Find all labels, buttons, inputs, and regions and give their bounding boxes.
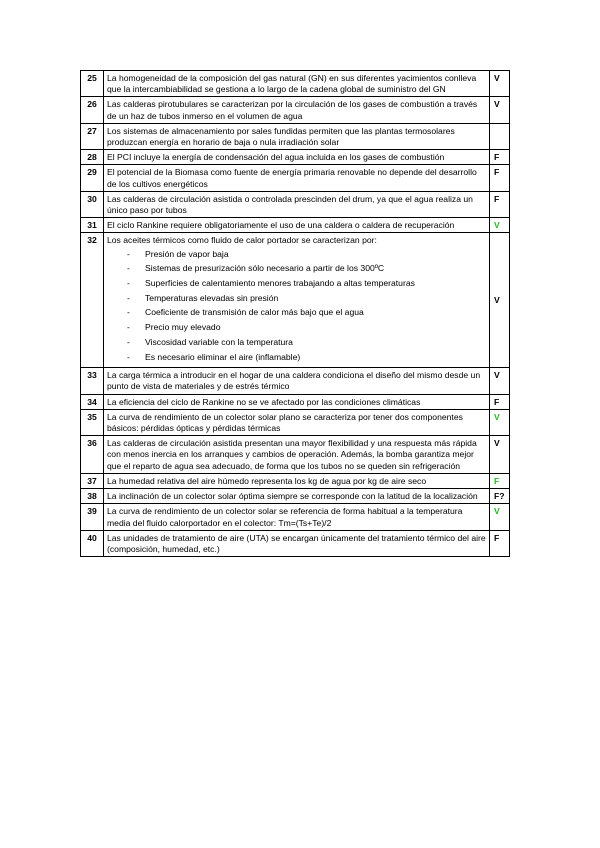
question-number: 29: [81, 165, 104, 191]
question-text: La carga térmica a introducir en el hogar de una caldera condiciona el diseño del mismo desde un punto de vista de materiales y de estrés térmico: [107, 370, 481, 392]
bullet-dash: -: [127, 263, 130, 274]
answer-cell: F: [490, 530, 510, 556]
question-text: La eficiencia del ciclo de Rankine no se ve afectado por las condiciones climáticas: [107, 396, 421, 407]
question-text-cell: [104, 473, 490, 488]
table-row: [81, 218, 510, 233]
answer-cell: F: [490, 191, 510, 217]
question-number: 27: [81, 123, 104, 149]
table-row: [81, 409, 510, 435]
question-text: El ciclo Rankine requiere obligatoriamente el uso de una caldera o caldera de recuperación: [107, 220, 455, 231]
table-row: [81, 165, 510, 191]
answer-cell: [490, 123, 510, 149]
table-row: [81, 473, 510, 488]
question-sublist: [107, 249, 486, 363]
question-text: El potencial de la Biomasa como fuente de energía primaria renovable no depende del desarrollo de los cultivos energéticos: [107, 167, 477, 189]
bullet-dash: -: [127, 307, 130, 318]
question-text-cell: [104, 218, 490, 233]
question-text-cell: [104, 233, 490, 368]
table-row: [81, 489, 510, 504]
question-text-cell: [104, 165, 490, 191]
question-number: 28: [81, 150, 104, 165]
question-text-cell: [104, 409, 490, 435]
list-item-text: Es necesario eliminar el aire (inflamable): [145, 351, 301, 362]
question-text: Los aceites térmicos como fluido de calor portador se caracterizan por:: [107, 235, 377, 246]
question-text: Las unidades de tratamiento de aire (UTA) se encargan únicamente del tratamiento térmico del aire (composición, humedad, etc.): [107, 532, 486, 554]
question-text-cell: [104, 489, 490, 504]
list-item: [127, 249, 486, 260]
question-text-cell: [104, 436, 490, 474]
questions-table: [80, 70, 510, 557]
question-text: La curva de rendimiento de un colector solar plano se caracteriza por tener dos componentes básicos: pérdidas ópticas y pérdidas térmicas: [107, 411, 463, 434]
question-number: 38: [81, 489, 104, 504]
bullet-dash: -: [127, 351, 130, 362]
answer-cell: F: [490, 165, 510, 191]
question-number: 33: [81, 368, 104, 394]
list-item-text: Superficies de calentamiento menores trabajando a altas temperaturas: [145, 278, 415, 289]
question-number: 31: [81, 218, 104, 233]
question-text-cell: [104, 97, 490, 123]
table-row: [81, 191, 510, 217]
question-text: Las calderas de circulación asistida presentan una mayor flexibilidad y una respuesta más rápida con menos inercia en los arranques y cambios de operación. Además, la bomba garantiza mejor que el reparto de agua sea adecuado, de forma que los tubos no se queden sin refrigeración: [107, 438, 477, 471]
table-row: [81, 71, 510, 97]
question-text-cell: [104, 71, 490, 97]
question-text: Las calderas pirotubulares se caracterizan por la circulación de los gases de combustión a través de un haz de tubos inmerso en el volumen de agua: [107, 99, 478, 121]
answer-cell: V: [490, 504, 510, 530]
question-number: 34: [81, 394, 104, 409]
question-number: 35: [81, 409, 104, 435]
list-item: [127, 263, 486, 274]
list-item: [127, 352, 486, 363]
question-text: Las calderas de circulación asistida o controlada prescinden del drum, ya que el agua realiza un único paso por tubos: [107, 193, 473, 216]
question-number: 30: [81, 191, 104, 217]
table-row: [81, 368, 510, 394]
bullet-dash: -: [127, 278, 130, 289]
question-number: 25: [81, 71, 104, 97]
answer-cell: V: [490, 409, 510, 435]
question-text-cell: [104, 504, 490, 530]
question-number: 39: [81, 504, 104, 530]
answer-cell: V: [490, 97, 510, 123]
question-text: La inclinación de un colector solar óptima siempre se corresponde con la latitud de la localización: [107, 491, 478, 502]
list-item: [127, 307, 486, 318]
answer-cell: V: [490, 233, 510, 368]
question-text: La homogeneidad de la composición del gas natural (GN) en sus diferentes yacimientos conlleva que la intercambiabilidad se gestiona a lo largo de la cadena global de suministro del GN: [107, 73, 477, 95]
questions-table-body: [81, 71, 510, 557]
question-number: 36: [81, 436, 104, 474]
question-text: Los sistemas de almacenamiento por sales fundidas permiten que las plantas termosolares produzcan energía en horario de baja o nula irradiación solar: [107, 125, 455, 148]
list-item-text: Presión de vapor baja: [145, 248, 229, 259]
answer-cell: F?: [490, 489, 510, 504]
answer-cell: V: [490, 368, 510, 394]
list-item: [127, 322, 486, 333]
bullet-dash: -: [127, 322, 130, 333]
bullet-dash: -: [127, 336, 130, 347]
list-item-text: Temperaturas elevadas sin presión: [145, 292, 279, 303]
list-item-text: Viscosidad variable con la temperatura: [145, 336, 293, 347]
answer-cell: V: [490, 71, 510, 97]
list-item: [127, 337, 486, 348]
question-text: La curva de rendimiento de un colector solar se referencia de forma habitual a la temperatura media del fluido calorportador en el colector: Tm=(Ts+Te)/2: [107, 506, 463, 528]
answer-cell: V: [490, 218, 510, 233]
question-number: 32: [81, 233, 104, 368]
table-row: [81, 504, 510, 530]
question-text-cell: [104, 150, 490, 165]
question-text-cell: [104, 394, 490, 409]
table-row: [81, 233, 510, 368]
question-text-cell: [104, 191, 490, 217]
question-text-cell: [104, 368, 490, 394]
question-text: La humedad relativa del aire húmedo representa los kg de agua por kg de aire seco: [107, 475, 427, 486]
answer-cell: F: [490, 150, 510, 165]
answer-cell: F: [490, 394, 510, 409]
bullet-dash: -: [127, 292, 130, 303]
table-row: [81, 97, 510, 123]
table-row: [81, 123, 510, 149]
question-number: 40: [81, 530, 104, 556]
table-row: [81, 150, 510, 165]
question-text-cell: [104, 123, 490, 149]
question-number: 37: [81, 473, 104, 488]
table-row: [81, 530, 510, 556]
answer-cell: V: [490, 436, 510, 474]
answer-cell: F: [490, 473, 510, 488]
table-row: [81, 394, 510, 409]
list-item: [127, 293, 486, 304]
list-item-text: Sistemas de presurización sólo necesario a partir de los 300ºC: [145, 263, 385, 274]
bullet-dash: -: [127, 248, 130, 259]
list-item: [127, 278, 486, 289]
list-item-text: Precio muy elevado: [145, 322, 221, 333]
question-text: El PCI incluye la energía de condensación del agua incluida en los gases de combustión: [107, 152, 445, 163]
list-item-text: Coeficiente de transmisión de calor más bajo que el agua: [145, 307, 364, 318]
question-text-cell: [104, 530, 490, 556]
question-number: 26: [81, 97, 104, 123]
table-row: [81, 436, 510, 474]
